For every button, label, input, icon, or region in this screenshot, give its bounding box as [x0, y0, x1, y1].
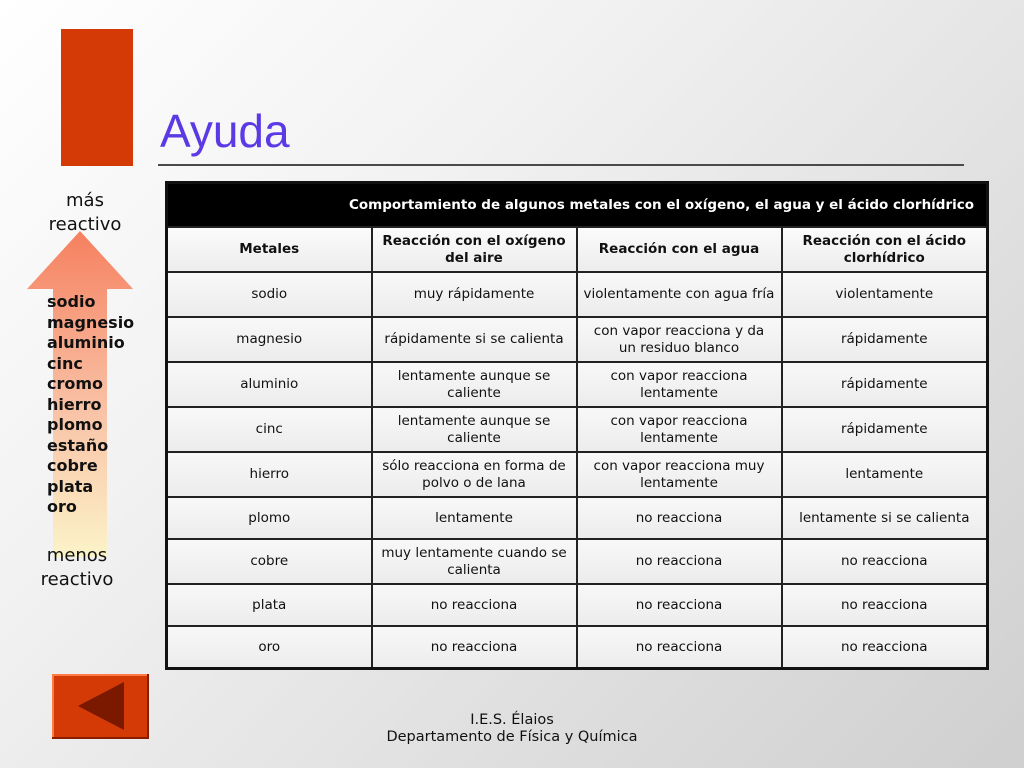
table-row [167, 539, 988, 584]
column-header: Reacción con el oxígeno del aire [372, 227, 577, 272]
table-row [167, 272, 988, 317]
table-cell: no reacciona [577, 626, 782, 669]
list-item: hierro [47, 394, 102, 414]
list-item: cobre [47, 456, 98, 475]
list-item: estaño [47, 435, 109, 455]
column-header: Reacción con el ácido clorhídrico [782, 227, 988, 272]
table-cell: no reacciona [577, 584, 782, 626]
title-accent-bar [61, 29, 133, 166]
table-cell: oro [167, 626, 372, 669]
list-item: cromo [47, 374, 104, 393]
table-row [167, 626, 988, 669]
list-item: magnesio [47, 312, 135, 332]
footer [370, 712, 654, 746]
table-caption: Comportamiento de algunos metales con el oxígeno, el agua y el ácido clorhídrico [167, 183, 988, 228]
table-cell: rápidamente si se calienta [372, 317, 577, 362]
table-cell: lentamente aunque se caliente [372, 362, 577, 407]
table-cell: sólo reacciona en forma de polvo o de lana [372, 452, 577, 497]
table-cell: aluminio [167, 362, 372, 407]
list-item: plata [47, 476, 94, 496]
table-cell: muy lentamente cuando se calienta [372, 539, 577, 584]
list-item: sodio [47, 292, 96, 311]
table-cell: muy rápidamente [372, 272, 577, 317]
table-row [167, 407, 988, 452]
page-title: Ayuda [160, 105, 290, 157]
table-cell: plomo [167, 497, 372, 539]
list-item: aluminio [47, 333, 125, 352]
table-cell: rápidamente [782, 362, 988, 407]
department-name: Departamento de Física y Química [386, 729, 638, 745]
table-row [167, 497, 988, 539]
table-row [167, 317, 988, 362]
table-header-row [167, 227, 988, 272]
table-cell: no reacciona [782, 626, 988, 669]
column-header: Metales [167, 227, 372, 272]
table-cell: lentamente si se calienta [782, 497, 988, 539]
title-divider [158, 164, 964, 166]
table-cell: con vapor reacciona muy lentamente [577, 452, 782, 497]
table-cell: cinc [167, 407, 372, 452]
school-name: I.E.S. Élaios [470, 712, 554, 728]
table-cell: hierro [167, 452, 372, 497]
list-item: oro [47, 497, 77, 516]
less-reactive-label: menos reactivo [40, 545, 114, 590]
table-cell: lentamente [782, 452, 988, 497]
back-arrow-icon [76, 680, 126, 732]
table-cell: no reacciona [372, 584, 577, 626]
table-cell: no reacciona [577, 539, 782, 584]
table-cell: lentamente aunque se caliente [372, 407, 577, 452]
table-cell: magnesio [167, 317, 372, 362]
column-header: Reacción con el agua [577, 227, 782, 272]
metal-reactivity-list [47, 292, 134, 518]
table-cell: con vapor reacciona y da un residuo blanco [577, 317, 782, 362]
table-cell: cobre [167, 539, 372, 584]
table-cell: no reacciona [577, 497, 782, 539]
back-button[interactable] [52, 674, 149, 739]
table-cell: violentamente [782, 272, 988, 317]
table-cell: no reacciona [782, 584, 988, 626]
table-cell: violentamente con agua fría [577, 272, 782, 317]
table-cell: con vapor reacciona lentamente [577, 362, 782, 407]
table-row [167, 362, 988, 407]
list-item: cinc [47, 353, 83, 373]
reactivity-table [165, 181, 989, 670]
table-row [167, 584, 988, 626]
table-cell: lentamente [372, 497, 577, 539]
table-cell: rápidamente [782, 317, 988, 362]
table-cell: plata [167, 584, 372, 626]
table-cell: sodio [167, 272, 372, 317]
table-cell: rápidamente [782, 407, 988, 452]
list-item: plomo [47, 415, 103, 434]
table-row [167, 452, 988, 497]
table-cell: con vapor reacciona lentamente [577, 407, 782, 452]
table-cell: no reacciona [372, 626, 577, 669]
table-cell: no reacciona [782, 539, 988, 584]
more-reactive-label: más reactivo [48, 190, 122, 235]
